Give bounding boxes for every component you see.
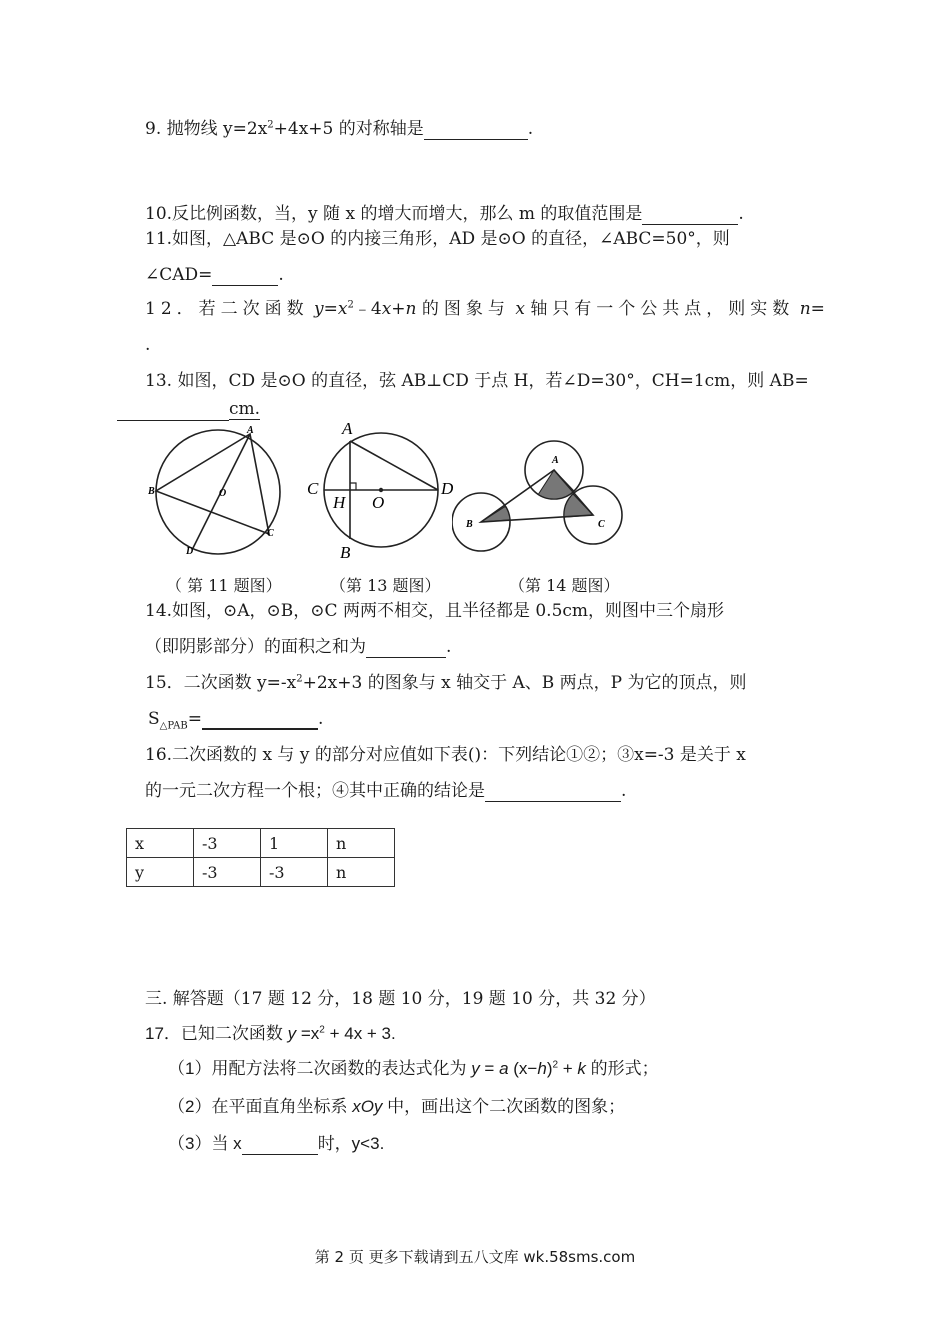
answer-blank-13[interactable] [117,402,229,421]
question-15-line2: $S_{\triangle PAB}=$ . [148,709,324,732]
center-point [379,488,383,492]
question-17-head: 17．已知二次函数 $y =x^2 + 4x + 3$. [145,1024,396,1043]
question-12-end: . [145,335,151,355]
value-table [126,828,395,887]
right-angle-mark [350,483,356,490]
question-11-line1: 11.如图，△ABC 是⊙O 的内接三角形，AD 是⊙O 的直径，∠ABC=50°，则 [145,229,730,249]
figure-13 [303,418,463,563]
answer-blank-10[interactable] [642,206,738,225]
table-cell: -3 [194,829,261,858]
label-H: H [333,493,346,512]
label-O: O [372,493,385,512]
table-row [127,858,395,887]
answer-blank-15[interactable] [202,710,318,730]
answer-blank-14[interactable] [366,639,446,658]
question-11-line2: ∠CAD= . [145,265,284,285]
question-14-line1: 14.如图，⊙A，⊙B，⊙C 两两不相交，且半径都是 0.5cm，则图中三个扇形 [145,601,725,621]
label-B: B [466,519,473,530]
label-B: B [148,486,155,497]
figure-11-caption: （ 第 11 题图） [166,576,282,595]
question-13-line2: cm. [117,398,260,421]
page-footer: 第 2 页 更多下载请到五八文库 wk.58sms.com [314,1248,636,1266]
label-C: C [598,519,605,530]
figure-11 [148,424,288,556]
section-3-title: 三. 解答题（17 题 12 分，18 题 10 分，19 题 10 分，共 32 分） [145,989,656,1009]
question-16-line2: 的一元二次方程一个根；④其中正确的结论是 . [145,781,627,801]
question-15-line1: 15．二次函数 $y=-x^2+2x+3$ 的图象与 x 轴交于 A、B 两点，P 为它的顶点，则 [145,673,747,693]
question-9: 9. 抛物线 $y=2x^2+4x+5$ 的对称轴是 . [145,119,534,139]
label-A: A [342,419,353,438]
label-O: O [219,488,227,499]
label-C: C [307,479,319,498]
table-cell: n [328,858,395,887]
label-A: A [247,425,254,436]
label-A: A [552,455,559,466]
answer-blank-11[interactable] [212,267,278,286]
question-16-line1: 16.二次函数的 x 与 y 的部分对应值如下表()：下列结论①②；③x=-3 是关于 x [145,745,746,765]
table-cell: -3 [261,858,328,887]
question-17-part2: （2）在平面直角坐标系 xOy 中，画出这个二次函数的图象； [168,1097,626,1116]
label-C: C [267,528,274,539]
question-17-part3: （3）当 x 时，y<3. [168,1134,385,1153]
figure-13-segment-ad [350,441,438,490]
answer-blank-16[interactable] [485,783,621,802]
answer-blank-9[interactable] [424,121,528,140]
table-cell: -3 [194,858,261,887]
label-D: D [186,546,194,556]
question-12: 12．若二次函数 $y=x^2﹣4x+n$ 的图象与 x 轴只有一个公共点，则实数 n= [145,299,825,319]
label-B: B [340,543,351,562]
question-10: 10.反比例函数，当，y 随 x 的增大而增大，那么 m 的取值范围是 . [145,204,744,224]
table-cell: x [127,829,194,858]
figure-14-caption: （第 14 题图） [509,576,620,595]
figure-13-caption: （第 13 题图） [330,576,441,595]
label-D: D [441,479,454,498]
question-13-line1: 13. 如图，CD 是⊙O 的直径，弦 AB⊥CD 于点 H，若∠D=30°，CH=1cm，则 AB= [145,371,809,391]
table-cell: y [127,858,194,887]
figure-14 [452,436,632,554]
question-17-part1: （1）用配方法将二次函数的表达式化为 y = a $(x-h)^2 + k$ 的形式； [168,1059,659,1078]
table-row [127,829,395,858]
table-cell: n [328,829,395,858]
answer-blank-17[interactable] [242,1136,318,1155]
question-14-line2: （即阴影部分）的面积之和为 . [145,637,452,657]
table-cell: 1 [261,829,328,858]
